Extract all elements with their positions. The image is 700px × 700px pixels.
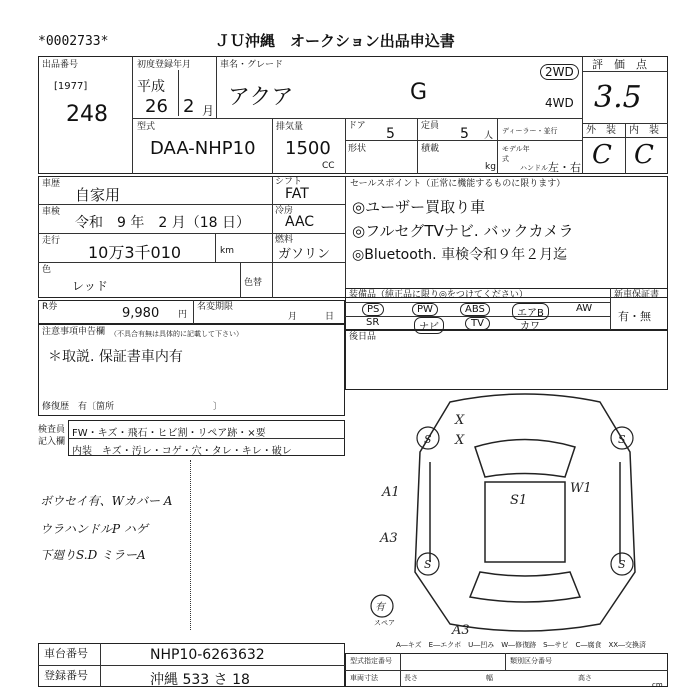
load-unit: kg [485,162,496,172]
use-value: 自家用 [75,186,121,204]
equip-leather: カワ [520,321,540,332]
reg-month: 2 [183,96,195,117]
displacement: 1500 [285,138,331,159]
cap-label: 定員 [421,121,440,131]
model-year-label: モデル年式 [502,145,530,163]
dealer-label: ディーラー・並行 [502,127,558,135]
form-title: ＪＵ沖縄 オークション出品申込書 [215,32,455,50]
shaken-label: 車検 [42,207,61,217]
drive-2wd: 2WD [540,64,579,80]
mark-spare: 有 [375,602,385,613]
mark-a1: A1 [382,485,400,500]
len-label: 長さ [404,674,418,682]
plate-number: 沖縄 533 さ 18 [150,672,250,688]
score-value: 3.5 [594,80,642,115]
diagram-legend: A―キズ E―エクボ U―凹み W―修復跡 S―サビ C―腐食 XX―交換済 [396,641,647,649]
odo-unit: km [220,246,234,256]
warranty-value: 有・無 [618,310,651,323]
recycle-value: 9,980 [122,306,160,321]
rear-window [470,572,580,602]
car-diagram [375,392,670,638]
equip-sr: SR [366,317,380,328]
height-label: 高さ [578,674,592,682]
mark-a3-side: A3 [380,531,398,546]
reg-label: 初度登録年月 [137,60,192,70]
inspector-label: 検査員記入欄 [38,425,66,447]
load-label: 積載 [421,144,440,154]
shaken-value: 令和 9 年 2 月（18 日） [75,215,250,231]
dims-label: 車両寸法 [350,674,378,682]
disp-unit: CC [322,161,335,171]
ac-label: 冷房 [275,206,294,216]
dim-unit: cm [652,681,663,689]
mark-a3-rear: A3 [452,623,470,638]
equip-pw: PW [412,303,438,316]
odo-label: 走行 [42,236,61,246]
notes-sub: （不具合有無は具体的に記載して下さい） [110,330,243,338]
int-grade: C [634,140,654,170]
lot-label: 出品番号 [42,60,79,70]
ext-label: 外 装 [586,125,616,136]
body-label: 形状 [348,144,367,154]
capacity: 5 [460,126,469,142]
cap-unit: 人 [484,131,494,141]
recycle-unit: 円 [178,310,188,320]
nox-day: 日 [325,312,335,322]
score-label: 評 価 点 [592,58,647,71]
plate-label: 登録番号 [44,669,88,682]
type-no-label: 型式指定番号 [350,657,392,665]
mark-s-fr: S [618,433,626,446]
model-code: DAA-NHP10 [150,138,256,159]
car-outline [415,394,635,631]
ext-grade: C [592,140,612,170]
inspector-comment-2: ウラハンドルP ハゲ [40,522,148,536]
lot-sub: [1977] [54,81,88,92]
nox-label: 名変期限 [197,302,234,312]
odo-value: 10万3千010 [88,243,182,262]
windshield [475,440,575,478]
mark-x2: X [455,433,465,448]
sales-point-3: ◎Bluetooth. 車検令和９年２月迄 [352,247,568,263]
equip-aw: AW [576,303,593,314]
equip-abs: ABS [460,303,490,316]
door-label: ドア [348,121,366,131]
chassis-number: NHP10-6263632 [150,647,265,663]
lot-number: 248 [66,102,108,127]
mark-s-rr: S [618,558,626,571]
notes-label: 注意事項申告欄 [42,327,106,337]
shift-value: FAT [285,186,309,202]
sales-title: セールスポイント（正常に機能するものに限ります） [350,179,566,189]
mark-s-rl: S [424,558,432,571]
doors: 5 [386,126,395,142]
mark-x1: X [455,413,465,428]
equip-navi: ナビ [414,317,444,334]
color-no-label: 色替 [244,278,263,288]
equip-airbag: エアB [512,303,549,320]
reg-era: 平成 [137,79,165,95]
shift-label: シフト [275,177,303,187]
disp-label: 排気量 [276,122,304,132]
sales-point-2: ◎フルセグTVナビ. バックカメラ [352,222,574,240]
reg-month-unit: 月 [202,104,215,118]
reg-year: 26 [145,96,168,117]
drive-4wd: 4WD [545,96,574,110]
width-label: 幅 [486,674,493,682]
handle-value: 左・右 [548,161,581,174]
equip-tv: TV [465,317,490,330]
fuel-value: ガソリン [278,247,331,262]
inspector-fw: FW・キズ・飛石・ヒビ割・リペア跡・×要 [72,428,266,439]
nox-month: 月 [288,312,298,322]
inspector-comment-3: 下廻りS.D ミラーA [40,548,146,562]
fuel-label: 燃料 [275,235,294,245]
chassis-label: 車台番号 [44,647,88,660]
recycle-label: R券 [42,302,58,312]
spare-label: スペア [374,619,395,627]
after-items-block [345,330,668,390]
handle-label: ハンドル [520,164,548,172]
ac-value: AAC [285,214,315,230]
inspector-interior: 内装 キズ・汚レ・コゲ・穴・タレ・キレ・破レ [72,446,292,457]
mark-w1: W1 [570,481,592,496]
sales-point-1: ◎ユーザー買取り車 [352,198,486,216]
use-label: 車歴 [42,179,61,189]
car-name: アクア [228,85,294,110]
car-grade: G [410,80,428,105]
inspector-comment-1: ボウセイ有、Wカバー A [40,494,173,508]
notes-text: ＊取説. 保証書車内有 [48,349,183,365]
equip-ps: PS [362,303,384,316]
class-no-label: 類別区分番号 [510,657,552,665]
color-label: 色 [42,265,52,275]
recycle-row [38,300,345,324]
equip-label: 装備品（純正品に限り◎をつけてください） [349,290,528,300]
warranty-label: 新車保証書 [614,290,660,300]
name-label: 車名・グレード [220,60,284,70]
mark-s1: S1 [510,493,528,508]
mark-s-fl: S [424,433,432,446]
model-label: 型式 [137,122,156,132]
sheet-number: *0002733* [38,34,109,49]
color-value: レッド [72,279,108,293]
repair-history: 修復歴 有〔箇所 〕 [42,402,223,412]
int-label: 内 装 [629,125,659,136]
after-items-label: 後日品 [349,332,377,342]
